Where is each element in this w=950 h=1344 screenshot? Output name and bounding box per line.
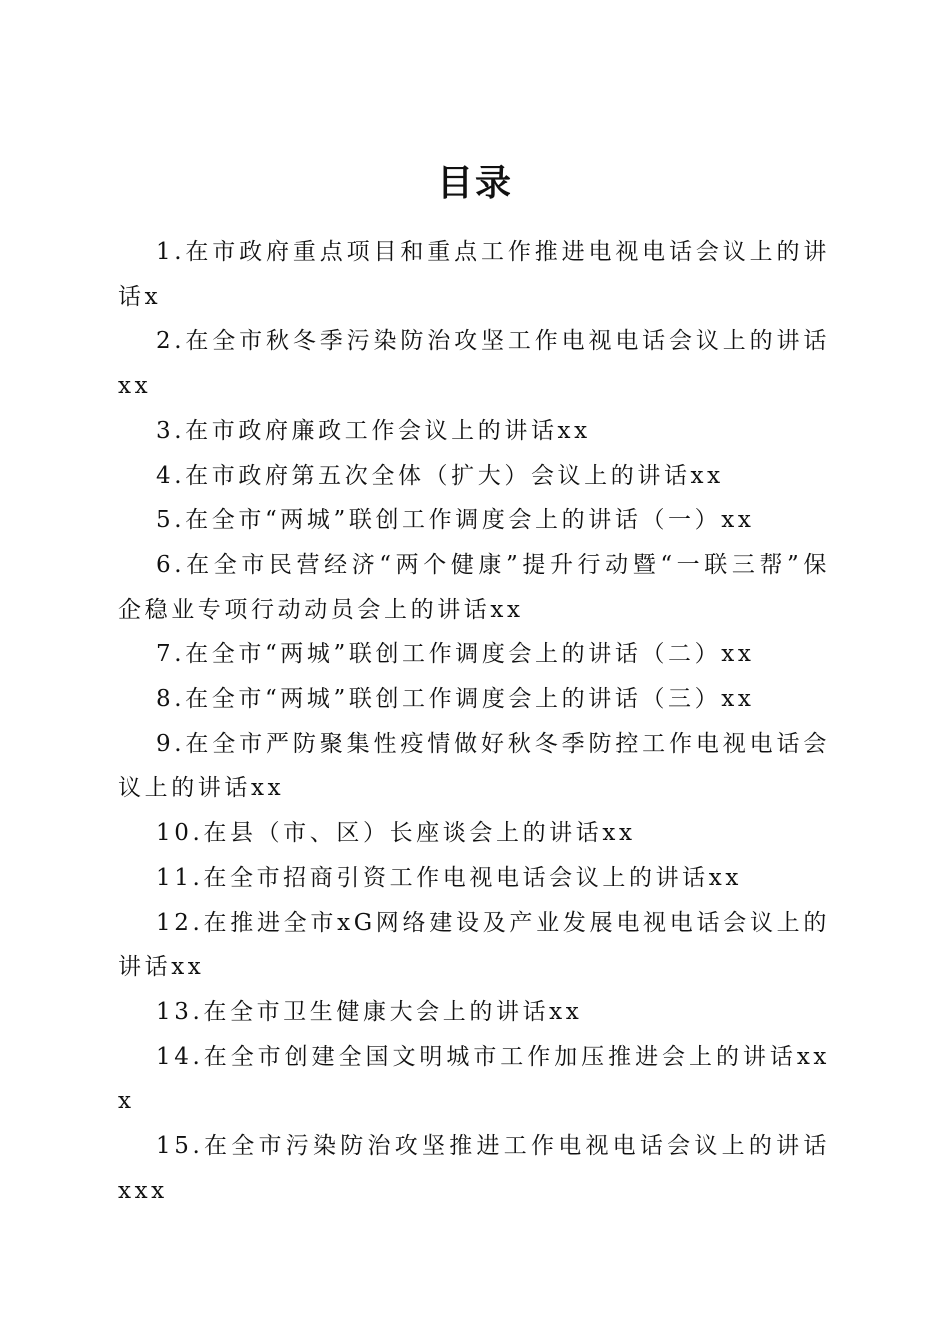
toc-entry: 9.在全市严防聚集性疫情做好秋冬季防控工作电视电话会议上的讲话xx (118, 730, 830, 802)
toc-entry: 12.在推进全市xG网络建设及产业发展电视电话会议上的讲话xx (118, 909, 830, 981)
toc-entry: 1.在市政府重点项目和重点工作推进电视电话会议上的讲话x (118, 239, 830, 310)
toc-entry: 2.在全市秋冬季污染防治攻坚工作电视电话会议上的讲话xx (118, 328, 830, 400)
toc-entry: 11.在全市招商引资工作电视电话会议上的讲话xx (156, 864, 742, 891)
toc-entry: 13.在全市卫生健康大会上的讲话xx (156, 998, 583, 1025)
toc-entry: 5.在全市“两城”联创工作调度会上的讲话（一）xx (156, 507, 755, 534)
toc-entry: 15.在全市污染防治攻坚推进工作电视电话会议上的讲话xxx (118, 1133, 830, 1204)
toc-entry: 8.在全市“两城”联创工作调度会上的讲话（三）xx (156, 686, 755, 713)
toc-entry: 10.在县（市、区）长座谈会上的讲话xx (156, 820, 636, 847)
toc-entry: 4.在市政府第五次全体（扩大）会议上的讲话xx (156, 462, 724, 489)
toc-entry: 6.在全市民营经济“两个健康”提升行动暨“一联三帮”保企稳业专项行动动员会上的讲话xx (118, 551, 830, 623)
toc-title: 目录 (436, 162, 513, 205)
toc-entry: 14.在全市创建全国文明城市工作加压推进会上的讲话xxx (118, 1043, 830, 1115)
toc-entry: 3.在市政府廉政工作会议上的讲话xx (156, 417, 591, 444)
table-of-contents (118, 230, 830, 1213)
toc-entry: 7.在全市“两城”联创工作调度会上的讲话（二）xx (156, 641, 755, 668)
